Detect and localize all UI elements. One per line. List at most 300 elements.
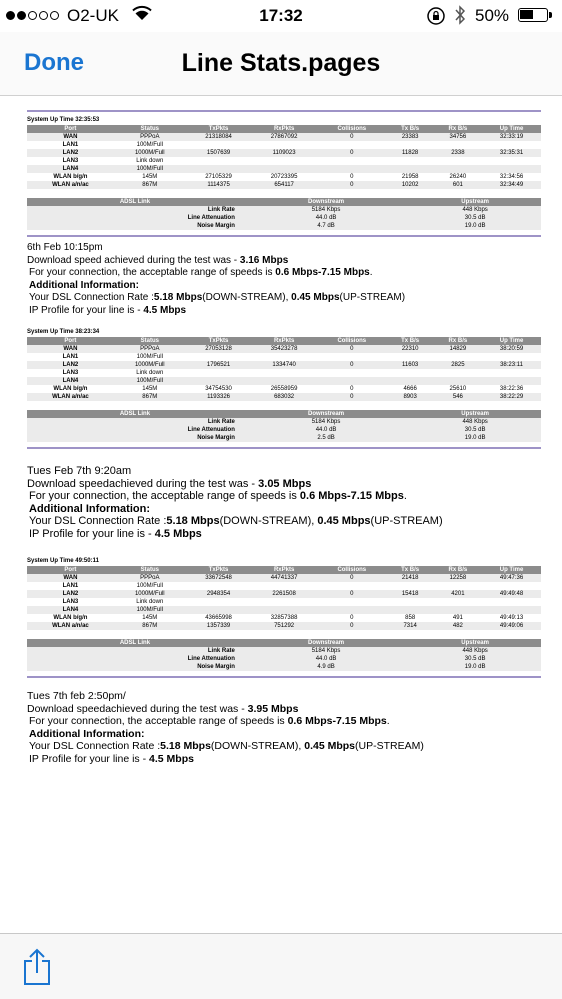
table-cell: 44.0 dB: [243, 426, 409, 434]
ip-profile-line: IP Profile for your line is - 4.5 Mbps: [29, 304, 187, 316]
table-cell: 26240: [434, 173, 482, 181]
table-cell: [434, 141, 482, 149]
column-header: Tx B/s: [387, 125, 434, 133]
table-cell: 0: [317, 361, 387, 369]
table-cell: [482, 165, 541, 173]
table-cell: [186, 377, 252, 385]
table-cell: 2825: [434, 361, 482, 369]
table-cell: [387, 353, 434, 361]
column-header: Downstream: [243, 410, 409, 418]
table-cell: 33672548: [186, 574, 252, 582]
table-cell: [387, 606, 434, 614]
table-cell: 482: [434, 622, 482, 630]
table-cell: 44741337: [251, 574, 317, 582]
table-cell: 867M: [114, 393, 186, 401]
table-cell: 4.9 dB: [243, 663, 409, 671]
table-cell: 21318084: [186, 133, 252, 141]
table-cell: 43665998: [186, 614, 252, 622]
column-header: ADSL Link: [27, 639, 243, 647]
table-cell: 1334740: [251, 361, 317, 369]
table-row: [27, 345, 541, 353]
table-cell: 4.7 dB: [243, 222, 409, 230]
table-cell: [251, 598, 317, 606]
table-cell: [317, 606, 387, 614]
table-cell: 448 Kbps: [409, 418, 541, 426]
column-header: Downstream: [243, 639, 409, 647]
status-time: 17:32: [259, 6, 303, 25]
table-cell: 145M: [114, 385, 186, 393]
table-cell: [387, 598, 434, 606]
table-cell: LAN2: [27, 149, 114, 157]
column-header: RxPkts: [251, 566, 317, 574]
table-cell: 2.5 dB: [243, 434, 409, 442]
column-header: Upstream: [409, 198, 541, 206]
column-header: Rx B/s: [434, 125, 482, 133]
table-cell: LAN3: [27, 369, 114, 377]
table-cell: PPPoA: [114, 345, 186, 353]
table-row: [27, 434, 541, 442]
table-row: [27, 369, 541, 377]
table-cell: WAN: [27, 133, 114, 141]
table-cell: [251, 157, 317, 165]
download-speed-line: Download speedachieved during the test was - 3.95 Mbps: [27, 702, 299, 715]
divider: [27, 235, 541, 237]
column-header: Upstream: [409, 410, 541, 418]
table-cell: [482, 598, 541, 606]
column-header: Port: [27, 125, 114, 133]
share-icon[interactable]: [22, 948, 52, 991]
adsl-link-table: [27, 410, 541, 442]
table-cell: 2261508: [251, 590, 317, 598]
table-cell: 27867092: [251, 133, 317, 141]
column-header: Upstream: [409, 639, 541, 647]
table-cell: 2338: [434, 149, 482, 157]
table-cell: 44.0 dB: [243, 214, 409, 222]
table-cell: [387, 582, 434, 590]
table-row: [27, 426, 541, 434]
table-cell: 1796521: [186, 361, 252, 369]
table-cell: 38:22:29: [482, 393, 541, 401]
table-cell: 7314: [387, 622, 434, 630]
table-cell: 5184 Kbps: [243, 418, 409, 426]
battery-fill: [520, 10, 533, 19]
system-uptime: System Up Time 49:50:11: [27, 558, 99, 564]
table-cell: 0: [317, 574, 387, 582]
table-cell: 34756: [434, 133, 482, 141]
table-row: [27, 165, 541, 173]
table-cell: Link Rate: [27, 206, 243, 214]
table-cell: [317, 377, 387, 385]
battery-percentage: 50%: [475, 6, 510, 25]
table-cell: 44.0 dB: [243, 655, 409, 663]
table-cell: 25610: [434, 385, 482, 393]
table-cell: Noise Margin: [27, 434, 243, 442]
table-cell: 49:49:13: [482, 614, 541, 622]
table-cell: Noise Margin: [27, 663, 243, 671]
table-cell: 867M: [114, 622, 186, 630]
table-cell: LAN1: [27, 582, 114, 590]
table-cell: 0: [317, 149, 387, 157]
table-cell: 100M/Full: [114, 141, 186, 149]
table-cell: 21958: [387, 173, 434, 181]
table-cell: 0: [317, 173, 387, 181]
table-cell: 5184 Kbps: [243, 647, 409, 655]
table-cell: [434, 606, 482, 614]
table-cell: [186, 582, 252, 590]
table-row: [27, 353, 541, 361]
table-cell: 32:34:56: [482, 173, 541, 181]
port-stats-table: [27, 125, 541, 189]
acceptable-range-line: For your connection, the acceptable range of speeds is 0.6 Mbps-7.15 Mbps.: [29, 267, 373, 278]
table-row: [27, 582, 541, 590]
battery-icon: [518, 8, 548, 22]
table-cell: 145M: [114, 173, 186, 181]
table-cell: 11828: [387, 149, 434, 157]
additional-info-heading: Additional Information:: [29, 279, 139, 291]
acceptable-range-line: For your connection, the acceptable range of speeds is 0.6 Mbps-7.15 Mbps.: [29, 715, 390, 727]
table-cell: 30.5 dB: [409, 214, 541, 222]
report-date: Tues 7th feb 2:50pm/: [27, 690, 126, 702]
document-title: Line Stats.pages: [181, 49, 381, 77]
table-cell: [482, 369, 541, 377]
table-cell: 49:47:36: [482, 574, 541, 582]
table-cell: 0: [317, 622, 387, 630]
ip-profile-line: IP Profile for your line is - 4.5 Mbps: [29, 527, 202, 540]
table-cell: 2948354: [186, 590, 252, 598]
table-row: [27, 214, 541, 222]
table-cell: 32:33:19: [482, 133, 541, 141]
table-cell: [186, 165, 252, 173]
divider: [27, 447, 541, 449]
table-cell: LAN4: [27, 377, 114, 385]
table-cell: [434, 582, 482, 590]
table-cell: 491: [434, 614, 482, 622]
column-header: Collisions: [317, 125, 387, 133]
table-cell: 448 Kbps: [409, 206, 541, 214]
table-cell: 49:49:06: [482, 622, 541, 630]
port-stats-table: [27, 337, 541, 401]
connection-rate-line: Your DSL Connection Rate :5.18 Mbps(DOWN-STREAM), 0.45 Mbps(UP-STREAM): [29, 515, 443, 527]
column-header: Up Time: [482, 566, 541, 574]
port-stats-table: [27, 566, 541, 630]
table-cell: [387, 141, 434, 149]
table-cell: [186, 353, 252, 361]
table-cell: 0: [317, 385, 387, 393]
table-cell: 1507639: [186, 149, 252, 157]
table-cell: 20723395: [251, 173, 317, 181]
table-cell: [482, 377, 541, 385]
table-cell: LAN3: [27, 598, 114, 606]
carrier-name: O2-UK: [67, 6, 119, 25]
table-cell: 32:35:31: [482, 149, 541, 157]
bottom-toolbar: [0, 933, 562, 999]
table-row: [27, 157, 541, 165]
table-cell: WAN: [27, 574, 114, 582]
report-date: Tues Feb 7th 9:20am: [27, 465, 132, 477]
column-header: TxPkts: [186, 566, 252, 574]
table-cell: WLAN b/g/n: [27, 385, 114, 393]
table-cell: WLAN b/g/n: [27, 614, 114, 622]
table-cell: [186, 141, 252, 149]
table-row: [27, 385, 541, 393]
table-cell: 0: [317, 614, 387, 622]
table-cell: Line Attenuation: [27, 214, 243, 222]
table-cell: 19.0 dB: [409, 222, 541, 230]
table-cell: 49:49:48: [482, 590, 541, 598]
column-header: Rx B/s: [434, 566, 482, 574]
table-row: [27, 149, 541, 157]
column-header: TxPkts: [186, 337, 252, 345]
table-cell: [434, 377, 482, 385]
table-cell: [387, 165, 434, 173]
table-cell: 100M/Full: [114, 377, 186, 385]
table-cell: LAN4: [27, 165, 114, 173]
table-cell: 11603: [387, 361, 434, 369]
bluetooth-icon: [454, 4, 466, 31]
table-row: [27, 141, 541, 149]
table-cell: 30.5 dB: [409, 426, 541, 434]
table-cell: Link down: [114, 157, 186, 165]
table-row: [27, 133, 541, 141]
table-row: [27, 418, 541, 426]
table-cell: PPPoA: [114, 574, 186, 582]
rotation-lock-icon: [426, 6, 446, 31]
column-header: TxPkts: [186, 125, 252, 133]
table-cell: [186, 369, 252, 377]
table-cell: 0: [317, 181, 387, 189]
table-cell: 32:34:49: [482, 181, 541, 189]
table-cell: LAN2: [27, 361, 114, 369]
table-cell: [482, 141, 541, 149]
table-row: [27, 614, 541, 622]
table-cell: 100M/Full: [114, 606, 186, 614]
table-cell: [434, 369, 482, 377]
table-cell: 15418: [387, 590, 434, 598]
table-cell: 1114375: [186, 181, 252, 189]
table-cell: [434, 165, 482, 173]
table-row: [27, 590, 541, 598]
speed-test-report: [27, 242, 541, 317]
table-cell: 601: [434, 181, 482, 189]
table-cell: [251, 582, 317, 590]
table-cell: 546: [434, 393, 482, 401]
column-header: Port: [27, 566, 114, 574]
table-cell: 448 Kbps: [409, 647, 541, 655]
table-cell: [387, 377, 434, 385]
table-cell: 0: [317, 590, 387, 598]
table-cell: [251, 353, 317, 361]
table-row: [27, 377, 541, 385]
speed-test-report: [27, 690, 541, 765]
additional-info-heading: Additional Information:: [29, 727, 145, 740]
table-row: [27, 393, 541, 401]
document-content[interactable]: [27, 110, 541, 765]
table-cell: [387, 157, 434, 165]
column-header: Up Time: [482, 337, 541, 345]
table-cell: 19.0 dB: [409, 663, 541, 671]
divider: [27, 110, 541, 112]
table-cell: [434, 353, 482, 361]
column-header: Up Time: [482, 125, 541, 133]
table-cell: 38:20:59: [482, 345, 541, 353]
table-cell: 19.0 dB: [409, 434, 541, 442]
table-cell: [251, 369, 317, 377]
table-cell: Link down: [114, 369, 186, 377]
table-cell: Link Rate: [27, 418, 243, 426]
navigation-bar: [0, 32, 562, 96]
table-cell: [186, 157, 252, 165]
additional-info-heading: Additional Information:: [29, 502, 150, 515]
download-speed-line: Download speed achieved during the test was - 3.16 Mbps: [27, 254, 289, 266]
table-cell: [317, 353, 387, 361]
table-cell: [251, 606, 317, 614]
system-uptime: System Up Time 32:35:53: [27, 117, 100, 123]
speed-test-report: [27, 465, 541, 540]
table-row: [27, 606, 541, 614]
table-cell: 34754530: [186, 385, 252, 393]
status-bar: [0, 0, 562, 32]
table-cell: 4666: [387, 385, 434, 393]
stats-section: [27, 558, 541, 765]
table-cell: WLAN b/g/n: [27, 173, 114, 181]
table-cell: 100M/Full: [114, 353, 186, 361]
table-cell: 1109023: [251, 149, 317, 157]
table-cell: 0: [317, 133, 387, 141]
table-row: [27, 663, 541, 671]
column-header: Collisions: [317, 337, 387, 345]
table-cell: WAN: [27, 345, 114, 353]
report-date: 6th Feb 10:15pm: [27, 242, 103, 253]
table-cell: WLAN a/n/ac: [27, 393, 114, 401]
table-row: [27, 647, 541, 655]
connection-rate-line: Your DSL Connection Rate :5.18 Mbps(DOWN-STREAM), 0.45 Mbps(UP-STREAM): [29, 740, 424, 752]
column-header: Tx B/s: [387, 566, 434, 574]
table-cell: WLAN a/n/ac: [27, 181, 114, 189]
table-cell: Link down: [114, 598, 186, 606]
table-row: [27, 206, 541, 214]
table-row: [27, 181, 541, 189]
table-cell: [482, 582, 541, 590]
column-header: RxPkts: [251, 337, 317, 345]
table-cell: [434, 598, 482, 606]
column-header: ADSL Link: [27, 198, 243, 206]
column-header: Port: [27, 337, 114, 345]
table-cell: [482, 606, 541, 614]
table-cell: Link Rate: [27, 647, 243, 655]
table-cell: 1000M/Full: [114, 149, 186, 157]
table-cell: LAN2: [27, 590, 114, 598]
column-header: Status: [114, 566, 186, 574]
table-cell: [251, 165, 317, 173]
table-cell: 4201: [434, 590, 482, 598]
table-cell: [317, 141, 387, 149]
table-row: [27, 598, 541, 606]
table-cell: LAN4: [27, 606, 114, 614]
table-cell: LAN3: [27, 157, 114, 165]
table-cell: 858: [387, 614, 434, 622]
stats-section: [27, 329, 541, 540]
table-cell: LAN1: [27, 141, 114, 149]
table-cell: 8903: [387, 393, 434, 401]
table-cell: 1357339: [186, 622, 252, 630]
table-cell: WLAN a/n/ac: [27, 622, 114, 630]
table-cell: 100M/Full: [114, 165, 186, 173]
table-cell: [317, 165, 387, 173]
table-cell: Line Attenuation: [27, 426, 243, 434]
table-cell: 0: [317, 393, 387, 401]
table-cell: PPPoA: [114, 133, 186, 141]
column-header: RxPkts: [251, 125, 317, 133]
table-cell: 1000M/Full: [114, 361, 186, 369]
table-cell: 22310: [387, 345, 434, 353]
table-cell: 30.5 dB: [409, 655, 541, 663]
column-header: Downstream: [243, 198, 409, 206]
adsl-link-table: [27, 198, 541, 230]
table-cell: 12258: [434, 574, 482, 582]
table-cell: Line Attenuation: [27, 655, 243, 663]
connection-rate-line: Your DSL Connection Rate :5.18 Mbps(DOWN-STREAM), 0.45 Mbps(UP-STREAM): [29, 292, 406, 303]
table-row: [27, 655, 541, 663]
table-row: [27, 173, 541, 181]
column-header: Status: [114, 337, 186, 345]
column-header: Status: [114, 125, 186, 133]
table-cell: LAN1: [27, 353, 114, 361]
table-cell: 5184 Kbps: [243, 206, 409, 214]
table-cell: [387, 369, 434, 377]
column-header: Collisions: [317, 566, 387, 574]
table-cell: 10202: [387, 181, 434, 189]
table-cell: 23383: [387, 133, 434, 141]
stats-section: [27, 110, 541, 317]
table-cell: 27053128: [186, 345, 252, 353]
table-cell: [317, 598, 387, 606]
column-header: Tx B/s: [387, 337, 434, 345]
table-cell: 145M: [114, 614, 186, 622]
table-cell: [317, 157, 387, 165]
table-row: [27, 222, 541, 230]
system-uptime: System Up Time 38:23:34: [27, 329, 100, 335]
table-cell: [251, 141, 317, 149]
table-cell: 654117: [251, 181, 317, 189]
table-row: [27, 622, 541, 630]
table-cell: [251, 377, 317, 385]
table-cell: [482, 353, 541, 361]
table-cell: [186, 598, 252, 606]
table-cell: [186, 606, 252, 614]
table-cell: 751292: [251, 622, 317, 630]
table-cell: 867M: [114, 181, 186, 189]
table-row: [27, 361, 541, 369]
table-cell: 21418: [387, 574, 434, 582]
table-cell: 38:22:36: [482, 385, 541, 393]
column-header: ADSL Link: [27, 410, 243, 418]
table-cell: 1000M/Full: [114, 590, 186, 598]
acceptable-range-line: For your connection, the acceptable range of speeds is 0.6 Mbps-7.15 Mbps.: [29, 490, 407, 502]
table-cell: 26558959: [251, 385, 317, 393]
table-row: [27, 574, 541, 582]
table-cell: 27105329: [186, 173, 252, 181]
adsl-link-table: [27, 639, 541, 671]
done-button[interactable]: Done: [24, 49, 84, 76]
column-header: Rx B/s: [434, 337, 482, 345]
table-cell: 0: [317, 345, 387, 353]
table-cell: 38:23:11: [482, 361, 541, 369]
table-cell: 683032: [251, 393, 317, 401]
ip-profile-line: IP Profile for your line is - 4.5 Mbps: [29, 752, 194, 765]
table-cell: 100M/Full: [114, 582, 186, 590]
divider: [27, 676, 541, 678]
table-cell: [434, 157, 482, 165]
